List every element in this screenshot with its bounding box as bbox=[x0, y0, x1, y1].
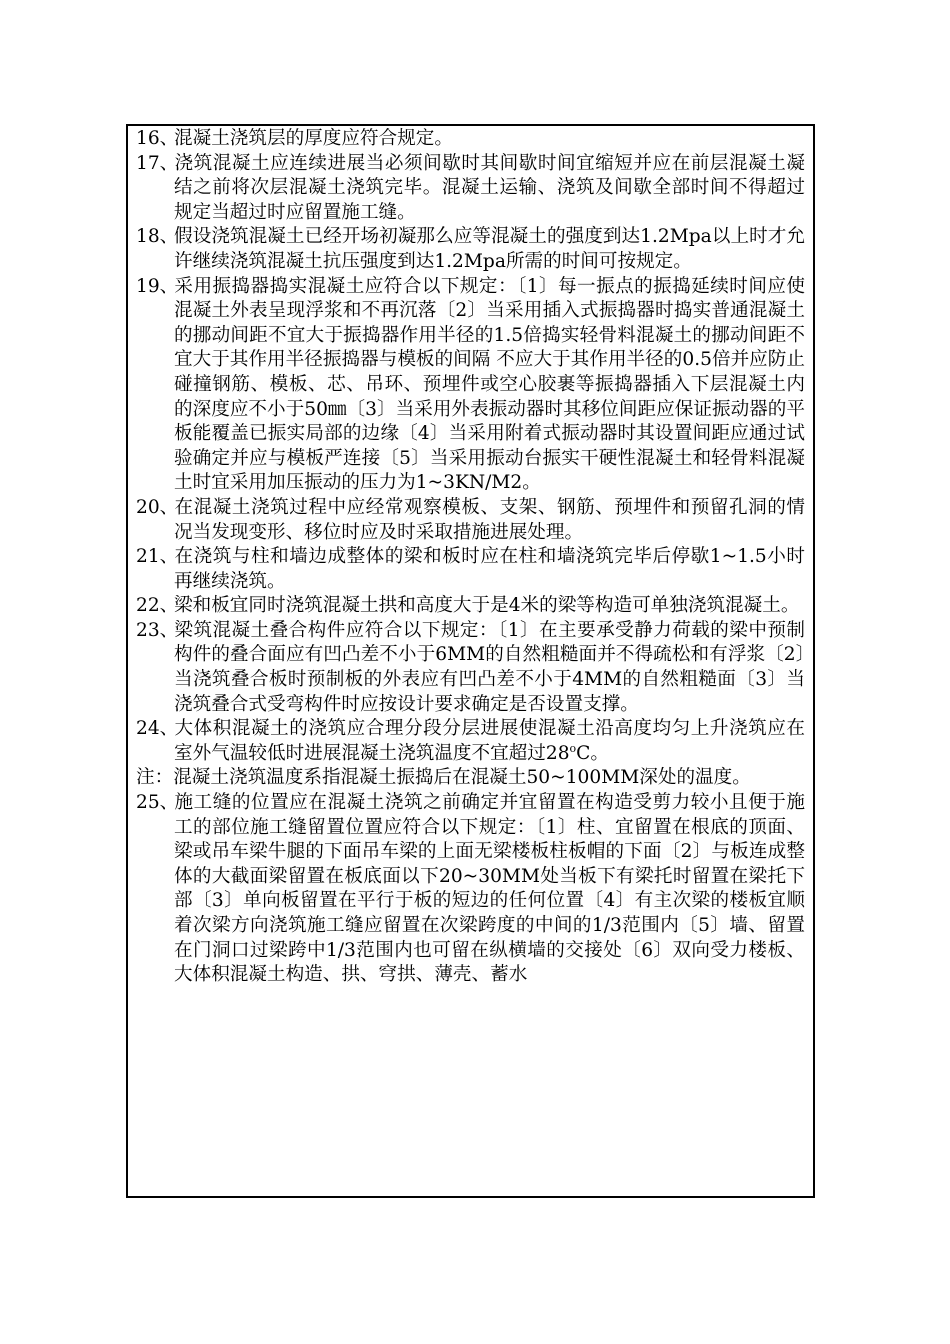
clause-number: 23、 bbox=[136, 619, 179, 641]
clause-22 bbox=[136, 594, 805, 619]
clause-text: 混凝土浇筑层的厚度应符合规定。 bbox=[174, 128, 453, 149]
clause-text: 在浇筑与柱和墙边成整体的梁和板时应在柱和墙浇筑完毕后停歇1~1.5小时再继续浇筑。 bbox=[174, 546, 805, 592]
clause-18 bbox=[136, 225, 805, 274]
clause-text: 大体积混凝土的浇筑应合理分段分层进展使混凝土沿高度均匀上升浇筑应在室外气温较低时进展混凝土浇筑温度不宜超过28 bbox=[174, 718, 805, 764]
clause-21 bbox=[136, 545, 805, 594]
clause-number: 21、 bbox=[136, 546, 179, 568]
clause-17 bbox=[136, 152, 805, 226]
clause-19 bbox=[136, 275, 805, 496]
clause-number: 17、 bbox=[136, 152, 179, 174]
clause-23 bbox=[136, 619, 805, 717]
clause-text: 梁和板宜同时浇筑混凝土拱和高度大于是4米的梁等构造可单独浇筑混凝土。 bbox=[174, 595, 800, 617]
degree-superscript: o bbox=[569, 741, 577, 755]
clause-text: 梁筑混凝土叠合构件应符合以下规定：〔1〕在主要承受静力荷载的梁中预制构件的叠合面应有凹凸差不小于6MM的自然粗糙面并不得疏松和有浮浆〔2〕当浇筑叠合板时预制板的外表应有凹凸差不小于4MM的自然粗糙面〔3〕当浇筑叠合式受弯构件时应按设计要求确定是否设置支撑。 bbox=[174, 619, 805, 715]
clause-number: 25、 bbox=[136, 792, 179, 814]
clause-text: 采用振捣器捣实混凝土应符合以下规定：〔1〕每一振点的振捣延续时间应使混凝土外表呈现浮浆和不再沉落〔2〕当采用插入式振捣器时捣实普通混凝土的挪动间距不宜大于振捣器作用半径的1.5倍捣实轻骨料混凝土的挪动间距不宜大于其作用半径振捣器与模板的间隔 不应大于其作用半径的0.5倍并应防止碰撞钢筋、模板、芯、吊环、预埋件或空心胶裹等振捣器插入下层混凝土内的深度应不小于50㎜〔3〕当采用外表振动器时其移位间距应保证振动器的平板能覆盖已振实局部的边缘〔4〕当采用附着式振动器时其设置间距应通过试验确定并应与模板严连接〔5〕当采用振动台振实干硬性混凝土和轻骨料混凝土时宜采用加压振动的压力为1~3KN/M2。 bbox=[174, 275, 805, 494]
clause-text-tail: C。 bbox=[576, 742, 609, 764]
clause-number: 20、 bbox=[136, 496, 179, 518]
clause-number: 19、 bbox=[136, 275, 179, 297]
clause-number: 18、 bbox=[136, 226, 179, 248]
clause-number: 16、 bbox=[136, 128, 179, 149]
document-body bbox=[128, 126, 813, 988]
clause-text: 浇筑混凝土应连续进展当必须间歇时其间歇时间宜缩短并应在前层混凝土凝结之前将次层混凝土浇筑完毕。混凝土运输、浇筑及间歇全部时间不得超过规定当超过时应留置施工缝。 bbox=[174, 152, 805, 223]
clause-16 bbox=[136, 127, 805, 152]
clause-text: 在混凝土浇筑过程中应经常观察模板、支架、钢筋、预埋件和预留孔洞的情况当发现变形、移位时应及时采取措施进展处理。 bbox=[174, 496, 805, 543]
clause-20 bbox=[136, 496, 805, 545]
clause-24 bbox=[136, 717, 805, 766]
clause-25 bbox=[136, 791, 805, 988]
clause-number: 22、 bbox=[136, 595, 179, 617]
clause-text: 施工缝的位置应在混凝土浇筑之前确定并宜留置在构造受剪力较小且便于施工的部位施工缝留置位置应符合以下规定：〔1〕柱、宜留置在根底的顶面、梁或吊车梁牛腿的下面吊车梁的上面无梁楼板柱板帽的下面〔2〕与板连成整体的大截面梁留置在板底面以下20~30MM处当板下有梁托时留置在梁托下部〔3〕单向板留置在平行于板的短边的任何位置〔4〕有主次梁的楼板宜顺着次梁方向浇筑施工缝应留置在次梁跨度的中间的1/3范围内〔5〕墙、留置在门洞口过梁跨中1/3范围内也可留在纵横墙的交接处〔6〕双向受力楼板、大体积混凝土构造、拱、穹拱、薄壳、蓄水 bbox=[174, 792, 805, 986]
document-frame bbox=[126, 124, 815, 1198]
clause-number: 24、 bbox=[136, 718, 179, 740]
temperature-note: 注：混凝土浇筑温度系指混凝土振捣后在混凝土50~100MM深处的温度。 bbox=[136, 767, 751, 789]
clause-text: 假设浇筑混凝土已经开场初凝那么应等混凝土的强度到达1.2Mpa以上时才允许继续浇筑混凝土抗压强度到达1.2Mpa所需的时间可按规定。 bbox=[174, 226, 805, 272]
